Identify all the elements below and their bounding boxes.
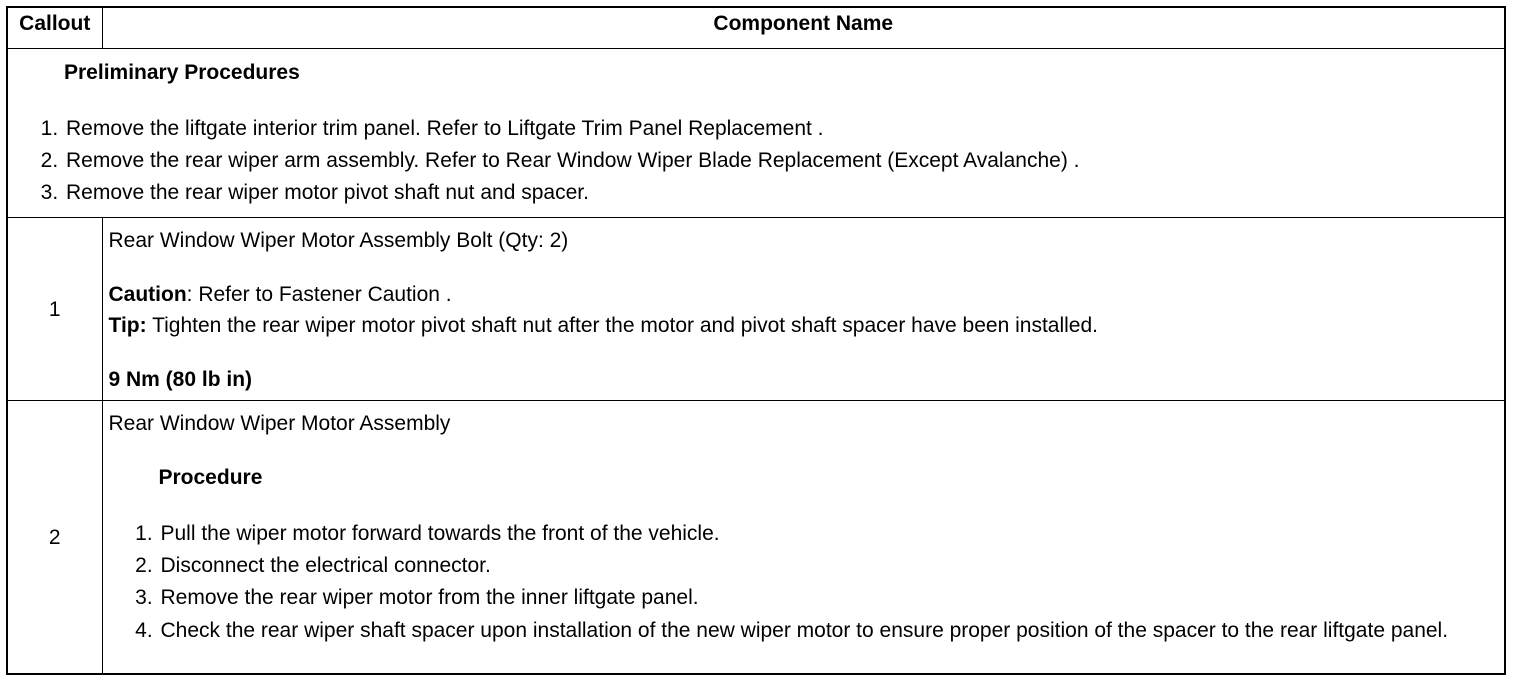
preliminary-cell (8, 49, 1504, 218)
procedure-step: 4. Check the rear wiper shaft spacer upon installation of the new wiper motor to ensure proper position of the spacer to the rear liftgate panel. (159, 616, 1499, 645)
preliminary-step: 3. Remove the rear wiper motor pivot shaft nut and spacer. (64, 177, 1494, 209)
preliminary-heading: Preliminary Procedures (64, 61, 300, 84)
component-cell (102, 218, 1504, 401)
procedure-heading: Procedure (158, 466, 263, 489)
preliminary-steps (22, 113, 1494, 209)
caution-label: Caution (108, 283, 187, 306)
header-row (8, 8, 1504, 49)
callout-column-header: Callout (8, 8, 102, 49)
caution-line (109, 279, 1499, 310)
tip-label: Tip: (108, 314, 147, 337)
component-cell (102, 401, 1504, 674)
caution-text: : Refer to Fastener Caution . (186, 283, 452, 306)
component-name: Rear Window Wiper Motor Assembly Bolt (Qty: 2) (108, 229, 569, 252)
tip-text: Tighten the rear wiper motor pivot shaft nut after the motor and pivot shaft spacer have been installed. (146, 314, 1098, 337)
table-row (8, 401, 1504, 674)
procedure-table (8, 8, 1504, 673)
preliminary-step: 2. Remove the rear wiper arm assembly. Refer to Rear Window Wiper Blade Replacement (Except Avalanche) . (64, 145, 1494, 177)
procedure-step: 3. Remove the rear wiper motor from the inner liftgate panel. (159, 582, 1499, 614)
callout-number: 2 (8, 401, 102, 674)
procedure-steps (109, 518, 1499, 645)
torque-spec: 9 Nm (80 lb in) (108, 368, 253, 391)
table-row (8, 218, 1504, 401)
preliminary-row (8, 49, 1504, 218)
tip-line (109, 310, 1499, 341)
procedure-step: 1. Pull the wiper motor forward towards the front of the vehicle. (159, 518, 1499, 550)
component-name: Rear Window Wiper Motor Assembly (108, 412, 451, 435)
procedure-table-frame (6, 6, 1506, 675)
callout-number: 1 (8, 218, 102, 401)
preliminary-step: 1. Remove the liftgate interior trim panel. Refer to Liftgate Trim Panel Replacement . (64, 113, 1494, 145)
procedure-step: 2. Disconnect the electrical connector. (159, 550, 1499, 582)
component-name-column-header: Component Name (102, 8, 1504, 49)
